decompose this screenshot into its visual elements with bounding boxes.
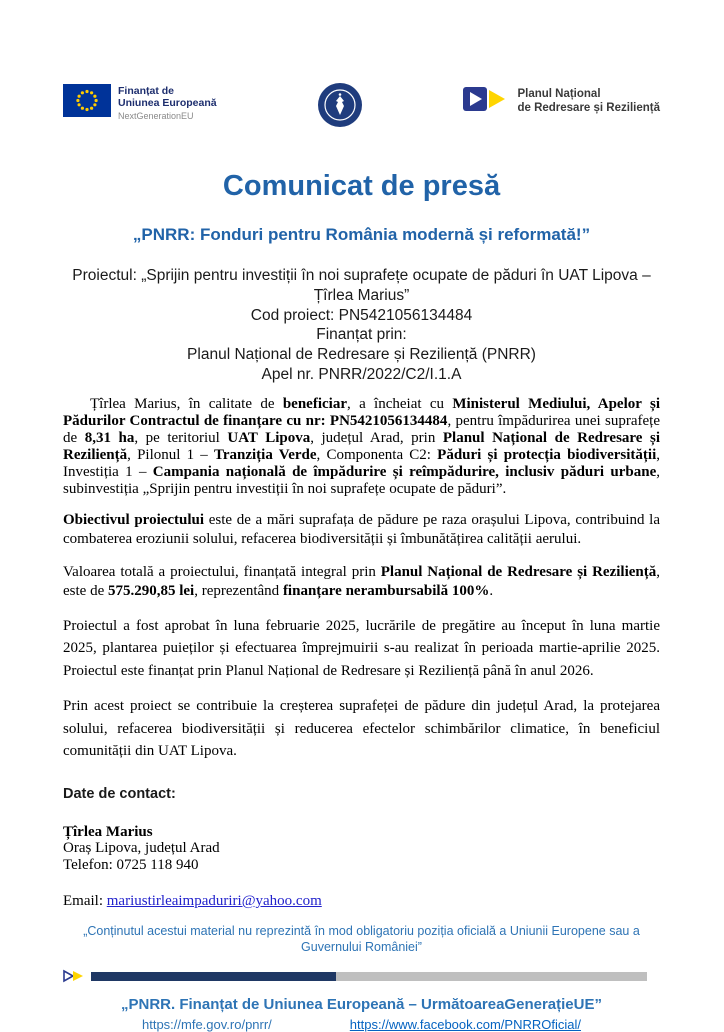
page-title: Comunicat de presă: [222, 170, 501, 202]
nextgenerationeu-label: NextGenerationEU: [118, 111, 194, 122]
call-number: Apel nr. PNRR/2022/C2/I.1.A: [261, 366, 462, 384]
footer-divider-bar: [63, 970, 660, 982]
contact-name: Țîrlea Marius: [63, 823, 153, 840]
mfe-link[interactable]: https://mfe.gov.ro/pnrr/: [141, 1017, 272, 1032]
financed-by-label: Finanțat prin:: [316, 326, 407, 344]
eu-funded-logo: [63, 84, 217, 122]
paragraph-impact: Prin acest proiect se contribuie la creșterea suprafeței de pădure din județul Arad, la protejarea solului, refacerea biodiversității și reducerea efectelor schimbărilor climatice, în beneficiul comunității din UAT Lipova.: [63, 698, 660, 760]
page-subtitle: „PNRR: Fonduri pentru România modernă și reformată!”: [132, 225, 591, 244]
pnrr-logo-text: [517, 88, 660, 116]
contact-address: Oraș Lipova, județul Arad: [63, 840, 220, 857]
facebook-link[interactable]: https://www.facebook.com/PNRROficial/: [349, 1017, 581, 1032]
eu-flag-icon: [63, 84, 111, 122]
government-of-romania-seal: [317, 82, 363, 133]
eu-funded-logo-text: [118, 84, 217, 121]
logo-header: [63, 84, 660, 136]
divider-bar-navy-segment: [91, 972, 336, 981]
paragraph-timeline: Proiectul a fost aprobat în luna februarie 2025, lucrările de pregătire au început în luna martie 2025, plantarea puieților și efectuarea împrejmuirii s-au realizat în perioada martie-aprilie 2025. Proiectul este finanțat prin Planul Național de Redresare și Reziliență până în anul 2026.: [63, 617, 660, 679]
financing-program: Planul Național de Redresare și Reziliență (PNRR): [187, 346, 536, 364]
eu-funded-line1: Finanțat de: [118, 85, 175, 97]
project-code: Cod proiect: PN5421056134484: [250, 306, 473, 324]
pnrr-arrows-icon: [463, 86, 509, 117]
disclaimer-text: „Conținutul acestui material nu reprezintă în mod obligatoriu poziția oficială a Uniunii Europene sau a Guvernului României”: [83, 923, 640, 954]
footer-slogan: „PNRR. Finanțat de Uniunea Europeană – UrmătoareaGenerațieUE”: [121, 996, 602, 1014]
email-label: Email:: [63, 892, 107, 909]
contact-block: [63, 824, 660, 874]
divider-bar-track: [91, 972, 647, 981]
paragraph-objective: Obiectivul proiectului este de a mări suprafața de pădure pe raza orașului Lipova, contribuind la combaterea eroziunii solului, refacerea biodiversității și îmbunătățirea calității aerului.: [63, 511, 660, 548]
divider-bar-gray-segment: [336, 972, 647, 981]
eu-funded-line2: Uniunea Europeană: [118, 97, 217, 110]
project-info-block: [63, 266, 660, 385]
paragraph-contract: Țîrlea Marius, în calitate de beneficiar, a încheiat cu Ministerul Mediului, Apelor și Pădurilor Contractul de finanțare cu nr: PN5421056134484, pentru împădurirea unei suprafețe de 8,31 ha, pe teritoriul UAT Lipova, județul Arad, prin Planul Național de Redresare și Reziliență, Pilonul 1 – Tranziția Verde, Componenta C2: Păduri și protecția biodiversității, Investiția 1 – Campania națională de împădurire și reîmpădurire, inclusiv păduri urbane, subinvestiția „Sprijin pentru investiții în noi suprafețe ocupate de păduri”.: [63, 395, 660, 497]
pnrr-logo-line2: de Redresare și Reziliență: [517, 101, 660, 114]
project-title-line2: Țîrlea Marius”: [313, 286, 410, 304]
contact-email-line: [63, 893, 660, 910]
email-link[interactable]: mariustirleaimpaduriri@yahoo.com: [106, 892, 322, 909]
project-title-line1: Proiectul: „Sprijin pentru investiții în noi suprafețe ocupate de păduri în UAT Lipova –: [72, 267, 651, 284]
pnrr-logo-line1: Planul Național: [517, 87, 601, 100]
paragraph-value: Valoarea totală a proiectului, finanțată integral prin Planul Național de Redresare și Reziliență, este de 575.290,85 lei, reprezentând finanțare nerambursabilă 100%.: [63, 563, 660, 600]
footer-links: [63, 1017, 660, 1032]
contact-heading: Date de contact:: [63, 785, 176, 802]
pnrr-logo: [463, 86, 660, 117]
pnrr-arrows-small-icon: [63, 970, 89, 982]
contact-phone: Telefon: 0725 118 940: [63, 857, 199, 874]
